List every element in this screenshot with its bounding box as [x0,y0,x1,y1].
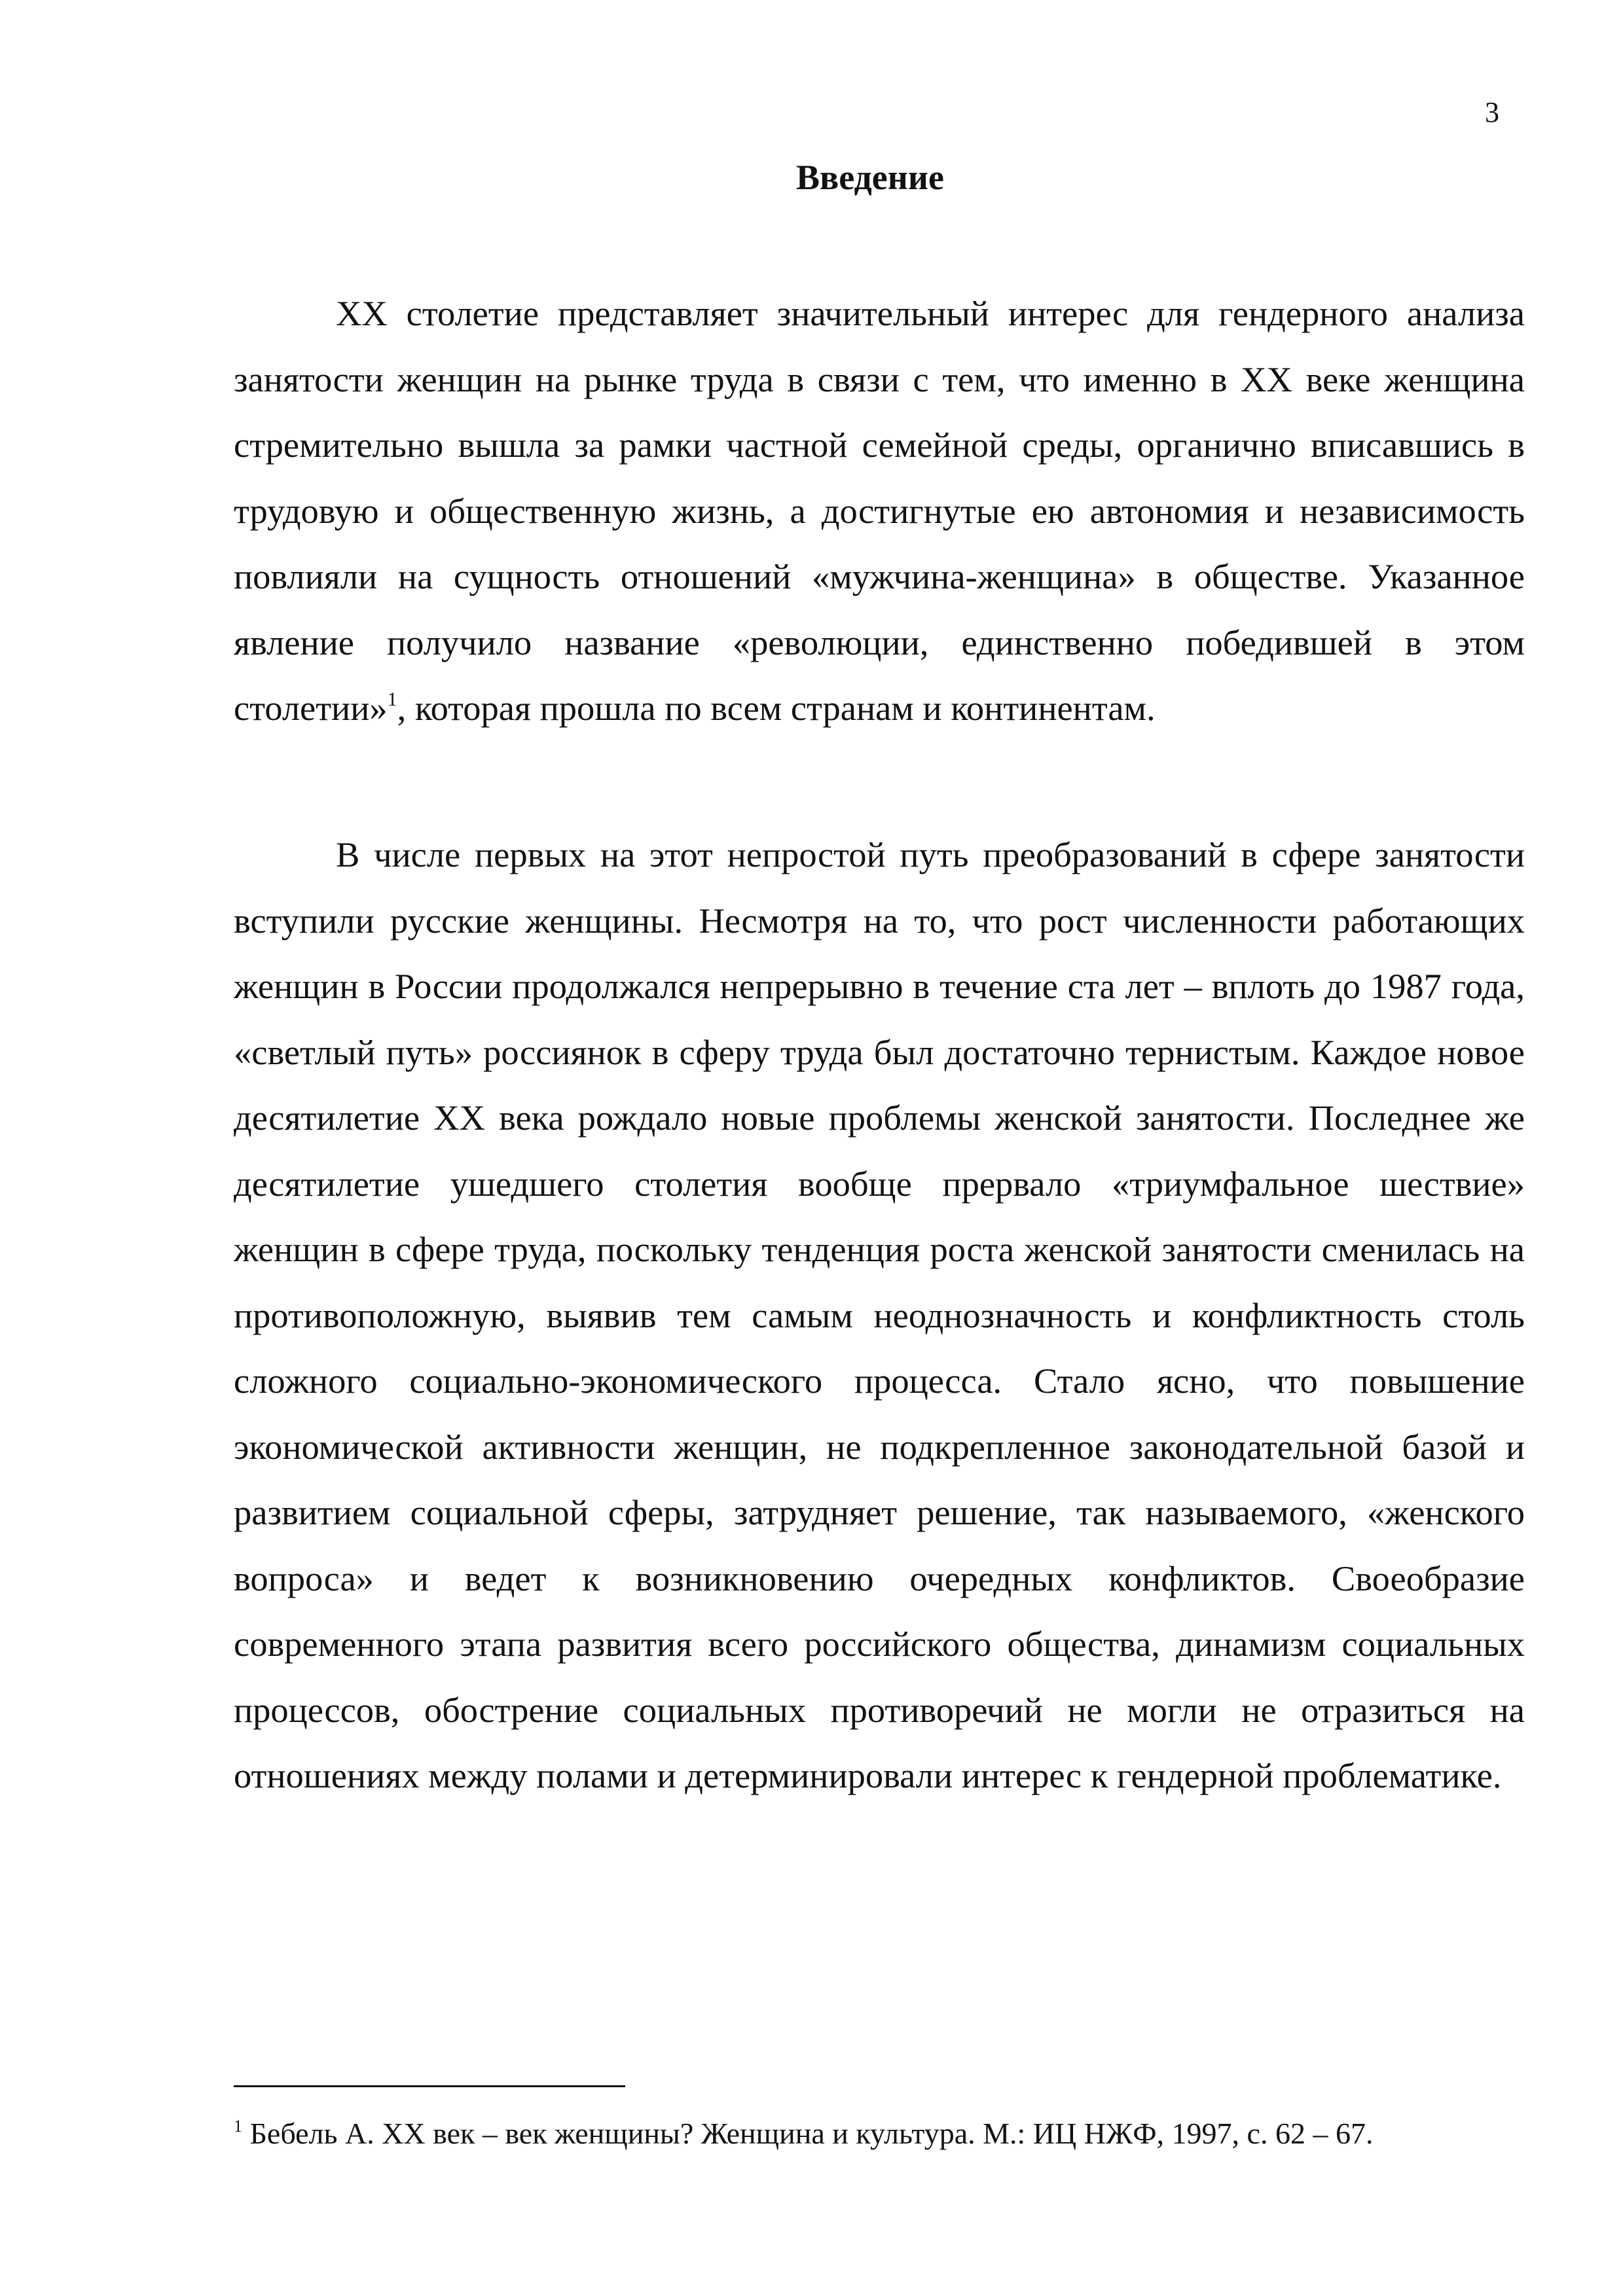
paragraph-1-text [234,281,1525,742]
paragraph-2-text: В числе первых на этот непростой путь преобразований в сфере занятости вступили русские женщины. Несмотря на то, что рост численности работающих женщин в России продолжался непрерывно в течение ста лет – вплоть до 1987 года, «светлый путь» россиянок в сферу труда был достаточно тернистым. Каждое новое десятилетие XX века рождало новые проблемы женской занятости. Последнее же десятилетие ушедшего столетия вообще прервало «триумфальное шествие» женщин в сфере труда, поскольку тенденция роста женской занятости сменилась на противоположную, выявив тем самым неоднозначность и конфликтность столь сложного социально-экономического процесса. Стало ясно, что повышение экономической активности женщин, не подкрепленное законодательной базой и развитием социальной сферы, затрудняет решение, так называемого, «женского вопроса» и ведет к возникновению очередных конфликтов. Своеобразие современного этапа развития всего российского общества, динамизм социальных процессов, обострение социальных противоречий не могли не отразиться на отношениях между полами и детерминировали интерес к гендерной проблематике. [234,834,1525,1795]
page-title: Введение [796,158,944,197]
paragraph-2 [234,822,1525,1809]
paragraph-1 [234,281,1525,742]
footnote-reference: 1 [387,689,397,710]
page-number: 3 [1485,96,1499,128]
footnote-mark: 1 [234,2117,242,2136]
footnote-text: Бебель А. XX век – век женщины? Женщина и культура. М.: ИЦ НЖФ, 1997, с. 62 – 67. [242,2117,1374,2150]
paragraph-1-main: XX столетие представляет значительный интерес для гендерного анализа занятости женщин на рынке труда в связи с тем, что именно в XX веке женщина стремительно вышла за рамки частной семейной среды, органично вписавшись в трудовую и общественную жизнь, а достигнутые ею автономия и независимость повлияли на сущность отношений «мужчина-женщина» в обществе. Указанное явление получило название «революции, единственно победившей в этом столетии» [234,293,1525,728]
footnote [234,2115,1543,2151]
paragraph-1-tail: , которая прошла по всем странам и континентам. [397,688,1156,728]
footnote-separator [234,2085,625,2087]
